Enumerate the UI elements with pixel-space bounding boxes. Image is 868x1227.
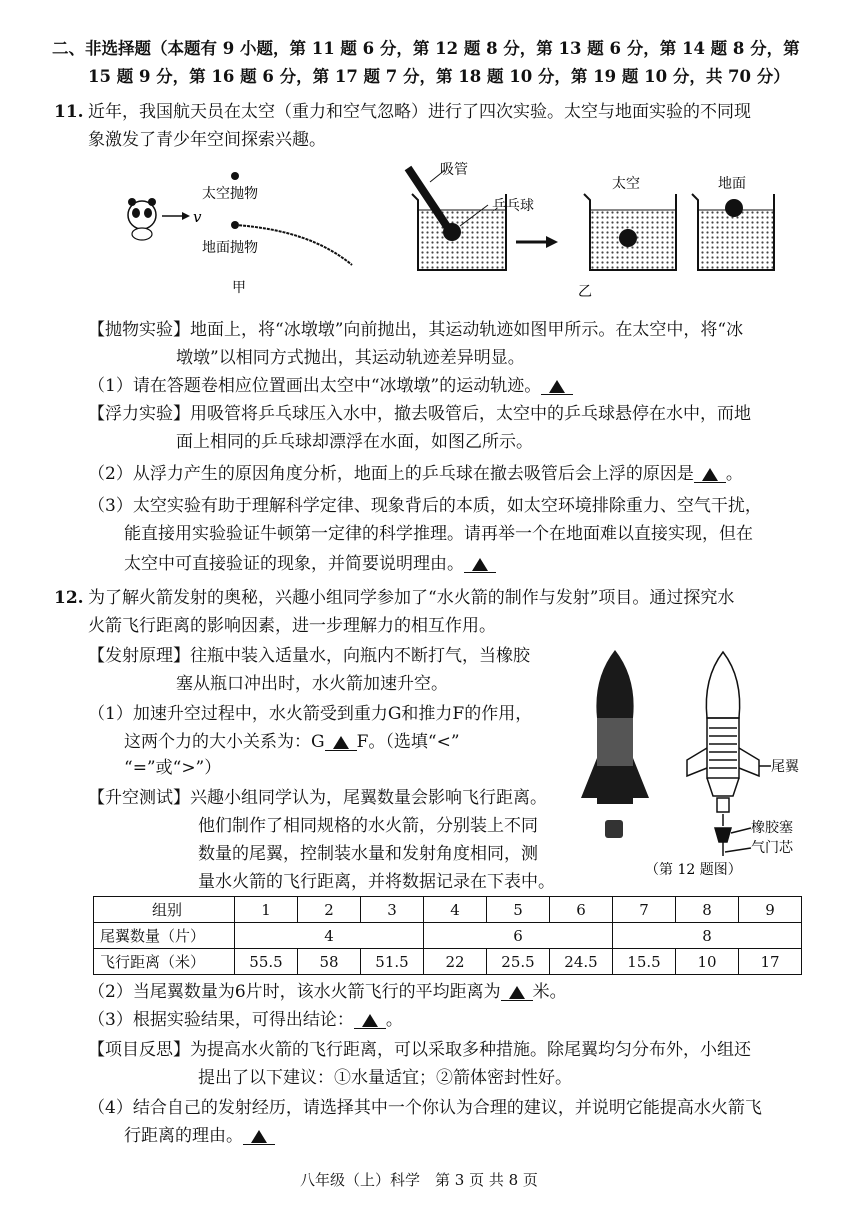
group-cell: 8 [676, 897, 739, 923]
q12-q1-pre: 这两个力的大小关系为：G [124, 732, 325, 752]
answer-blank [464, 554, 496, 573]
triangle-icon [549, 380, 565, 393]
figure-jia [120, 160, 370, 300]
data-table [93, 896, 802, 975]
label-ground: 地面 [718, 176, 746, 192]
q12-intro-1: 为了解火箭发射的奥秘，兴趣小组同学参加了“水火箭的制作与发射”项目。通过探究水 [88, 588, 735, 608]
page-footer: 八年级（上）科学 第 3 页 共 8 页 [300, 1171, 538, 1189]
answer-blank [325, 732, 357, 751]
q12-test-line3: 数量的尾翼，控制装水量和发射角度相同，测 [198, 844, 538, 864]
distance-cell: 10 [676, 949, 739, 975]
q11-question-3-line2: 能直接用实验验证牛顿第一定律的科学推理。请再举一个在地面难以直接实现，但在 [124, 524, 753, 544]
q11-question-3-line1: （3）太空实验有助于理解科学定律、现象背后的本质，如太空环境排除重力、空气干扰， [88, 496, 762, 516]
q11-intro-2: 象激发了青少年空间探索兴趣。 [88, 130, 326, 150]
label-ball: 乒乓球 [492, 198, 534, 214]
header-distance: 飞行距离（米） [94, 949, 235, 975]
label-fin: 尾翼 [771, 759, 799, 775]
answer-blank [541, 376, 573, 395]
q12-question-4-line1: （4）结合自己的发射经历，请选择其中一个你认为合理的建议，并说明它能提高水火箭飞 [88, 1098, 762, 1118]
q11-question-1-text: （1）请在答题卷相应位置画出太空中“冰墩墩”的运动轨迹。 [88, 376, 542, 396]
q12-question-3 [88, 1008, 403, 1032]
fin-count-cell: 6 [424, 923, 613, 949]
group-cell: 1 [235, 897, 298, 923]
group-cell: 3 [361, 897, 424, 923]
q12-q3-pre: （3）根据实验结果，可得出结论： [88, 1010, 354, 1030]
q12-test-line1: 【升空测试】兴趣小组同学认为，尾翼数量会影响飞行距离。 [88, 788, 547, 808]
q12-question-2 [88, 980, 567, 1004]
q12-test-line4: 量水火箭的飞行距离，并将数据记录在下表中。 [198, 872, 555, 892]
caption-jia: 甲 [232, 280, 246, 296]
q11-intro-1: 近年，我国航天员在太空（重力和空气忽略）进行了四次实验。太空与地面实验的不同现 [88, 102, 751, 122]
caption-fig12: （第 12 题图） [645, 862, 742, 878]
q11-question-2-end: 。 [725, 464, 743, 484]
answer-blank [354, 1010, 386, 1029]
table-row-groups [94, 897, 802, 923]
beaker-straw [408, 168, 506, 270]
label-stopper: 橡胶塞 [751, 820, 793, 836]
group-cell: 2 [298, 897, 361, 923]
q12-q2-post: 米。 [532, 982, 567, 1002]
q12-question-1-line3: “=”或“>”） [124, 758, 222, 778]
q11-question-3-text: 太空中可直接验证的现象，并简要说明理由。 [124, 554, 464, 574]
distance-cell: 24.5 [550, 949, 613, 975]
q12-principle-line1: 【发射原理】往瓶中装入适量水，向瓶内不断打气，当橡胶 [88, 646, 530, 666]
distance-cell: 55.5 [235, 949, 298, 975]
q12-reflect-line2: 提出了以下建议：①水量适宜；②箭体密封性好。 [198, 1068, 572, 1088]
fin-count-cell: 8 [613, 923, 802, 949]
label-valve: 气门芯 [751, 840, 793, 856]
answer-blank [243, 1126, 275, 1145]
section-header-line2: 15 题 9 分，第 16 题 6 分，第 17 题 7 分，第 18 题 10 分，第 19 题 10 分，共 70 分） [88, 67, 790, 86]
q12-intro-2: 火箭飞行距离的影响因素，进一步理解力的相互作用。 [88, 616, 496, 636]
q11-exp1-line1: 【抛物实验】地面上，将“冰墩墩”向前抛出，其运动轨迹如图甲所示。在太空中，将“冰 [88, 320, 744, 340]
label-space: 太空 [612, 176, 640, 192]
group-cell: 9 [739, 897, 802, 923]
table-row-distance [94, 949, 802, 975]
fin-count-cell: 4 [235, 923, 424, 949]
panda-icon [128, 198, 156, 240]
q12-question-1-line2 [124, 730, 460, 754]
label-space-throw: 太空抛物 [202, 186, 258, 202]
q12-question-1-line1: （1）加速升空过程中，水火箭受到重力G和推力F的作用， [88, 704, 533, 724]
beaker-space [584, 194, 676, 270]
answer-blank [694, 464, 726, 483]
caption-yi: 乙 [578, 284, 592, 300]
section-header-line1: 二、非选择题（本题有 9 小题，第 11 题 6 分，第 12 题 8 分，第 13 题 6 分，第 14 题 8 分，第 [52, 39, 800, 58]
group-cell: 5 [487, 897, 550, 923]
q12-q3-post: 。 [385, 1010, 403, 1030]
q11-number: 11. [54, 102, 84, 122]
group-cell: 7 [613, 897, 676, 923]
triangle-icon [251, 1130, 267, 1143]
q11-question-3-line3 [124, 552, 496, 576]
q12-test-line2: 他们制作了相同规格的水火箭，分别装上不同 [198, 816, 538, 836]
distance-cell: 58 [298, 949, 361, 975]
q12-number: 12. [54, 588, 84, 608]
header-fins: 尾翼数量（片） [94, 923, 235, 949]
q12-question-4-line2 [124, 1124, 275, 1148]
triangle-icon [702, 468, 718, 481]
label-straw: 吸管 [440, 162, 468, 178]
figure-yi [400, 160, 780, 300]
distance-cell: 51.5 [361, 949, 424, 975]
triangle-icon [362, 1014, 378, 1027]
header-group: 组别 [94, 897, 235, 923]
velocity-label: v [193, 208, 202, 226]
label-ground-throw: 地面抛物 [202, 240, 258, 256]
answer-blank [501, 982, 533, 1001]
q11-exp1-line2: 墩墩”以相同方式抛出，其运动轨迹差异明显。 [176, 348, 525, 368]
distance-cell: 17 [739, 949, 802, 975]
q12-principle-line2: 塞从瓶口冲出时，水火箭加速升空。 [176, 674, 448, 694]
q12-reflect-line1: 【项目反思】为提高水火箭的飞行距离，可以采取多种措施。除尾翼均匀分布外，小组还 [88, 1040, 751, 1060]
q11-question-1 [88, 374, 573, 398]
triangle-icon [509, 986, 525, 999]
group-cell: 4 [424, 897, 487, 923]
triangle-icon [472, 558, 488, 571]
distance-cell: 25.5 [487, 949, 550, 975]
q12-q4-text: 行距离的理由。 [124, 1126, 243, 1146]
q12-q1-post: F。（选填“<” [356, 732, 460, 752]
q11-question-2 [88, 462, 743, 486]
q12-q2-pre: （2）当尾翼数量为6片时，该水火箭飞行的平均距离为 [88, 982, 501, 1002]
figure-water-rocket [575, 648, 815, 880]
q11-exp2-line2: 面上相同的乒乓球却漂浮在水面，如图乙所示。 [176, 432, 533, 452]
triangle-icon [333, 736, 349, 749]
q11-question-2-text: （2）从浮力产生的原因角度分析，地面上的乒乓球在撤去吸管后会上浮的原因是 [88, 464, 694, 484]
beaker-ground [692, 194, 774, 270]
distance-cell: 22 [424, 949, 487, 975]
rocket-photo [581, 650, 649, 838]
q11-exp2-line1: 【浮力实验】用吸管将乒乓球压入水中，撤去吸管后，太空中的乒乓球悬停在水中，而地 [88, 404, 751, 424]
table-row-fins [94, 923, 802, 949]
distance-cell: 15.5 [613, 949, 676, 975]
group-cell: 6 [550, 897, 613, 923]
